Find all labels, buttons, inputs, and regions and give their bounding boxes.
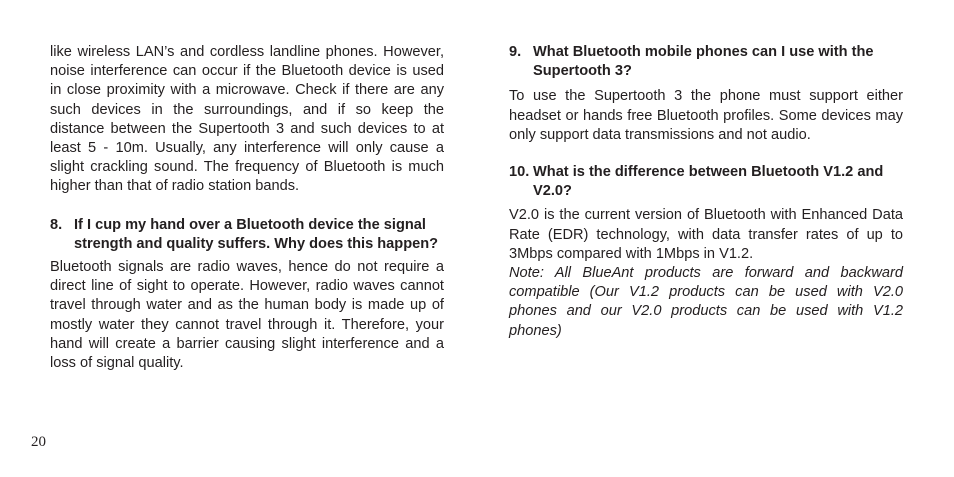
right-column [509,43,903,341]
answer-9-paragraph: To use the Supertooth 3 the phone must support either headset or hands free Bluetooth profiles. Some devices may only support data transmissions and not audio. [509,88,903,143]
question-8-number: 8. [50,216,63,233]
answer-8-paragraph: Bluetooth signals are radio waves, hence do not require a direct line of sight to operate. However, radio waves cannot travel through water and as the human body is made up of mostly water they cannot travel through it. Therefore, your hand will create a barrier causing slight interference and a loss of signal quality. [50,259,444,372]
question-10-number: 10. [509,164,530,181]
question-8-heading [50,216,444,254]
question-9-heading [509,43,903,81]
question-9-number: 9. [509,44,522,60]
question-10-heading [509,163,903,201]
question-10-text: What is the difference between Bluetooth V1.2 and V2.0? [533,164,884,200]
page-number: 20 [31,434,46,450]
intro-paragraph: like wireless LAN’s and cordless landline phones. However, noise interference can occur if the Bluetooth device is used in close proximity with a microwave. Check if there are any such devices in the surroundings, and if so keep the distance between the Supertooth 3 and such devices to at least 5 - 10m. Usually, any interference will only cause a slight crackling sound. The frequency of Bluetooth is much higher than that of radio station bands. [50,44,444,195]
question-9-text: What Bluetooth mobile phones can I use with the Supertooth 3? [533,44,874,80]
left-column [50,43,444,373]
question-8-text: If I cup my hand over a Bluetooth device the signal strength and quality suffers. Why does this happen? [74,216,439,252]
compatibility-note: Note: All BlueAnt products are forward and backward compatible (Our V1.2 products can be used with V2.0 phones and our V2.0 products can be used with V1.2 phones) [509,265,903,339]
answer-10-paragraph: V2.0 is the current version of Bluetooth with Enhanced Data Rate (EDR) technology, with data transfer rates of up to 3Mbps compared with 1Mbps in V1.2. [509,207,903,262]
